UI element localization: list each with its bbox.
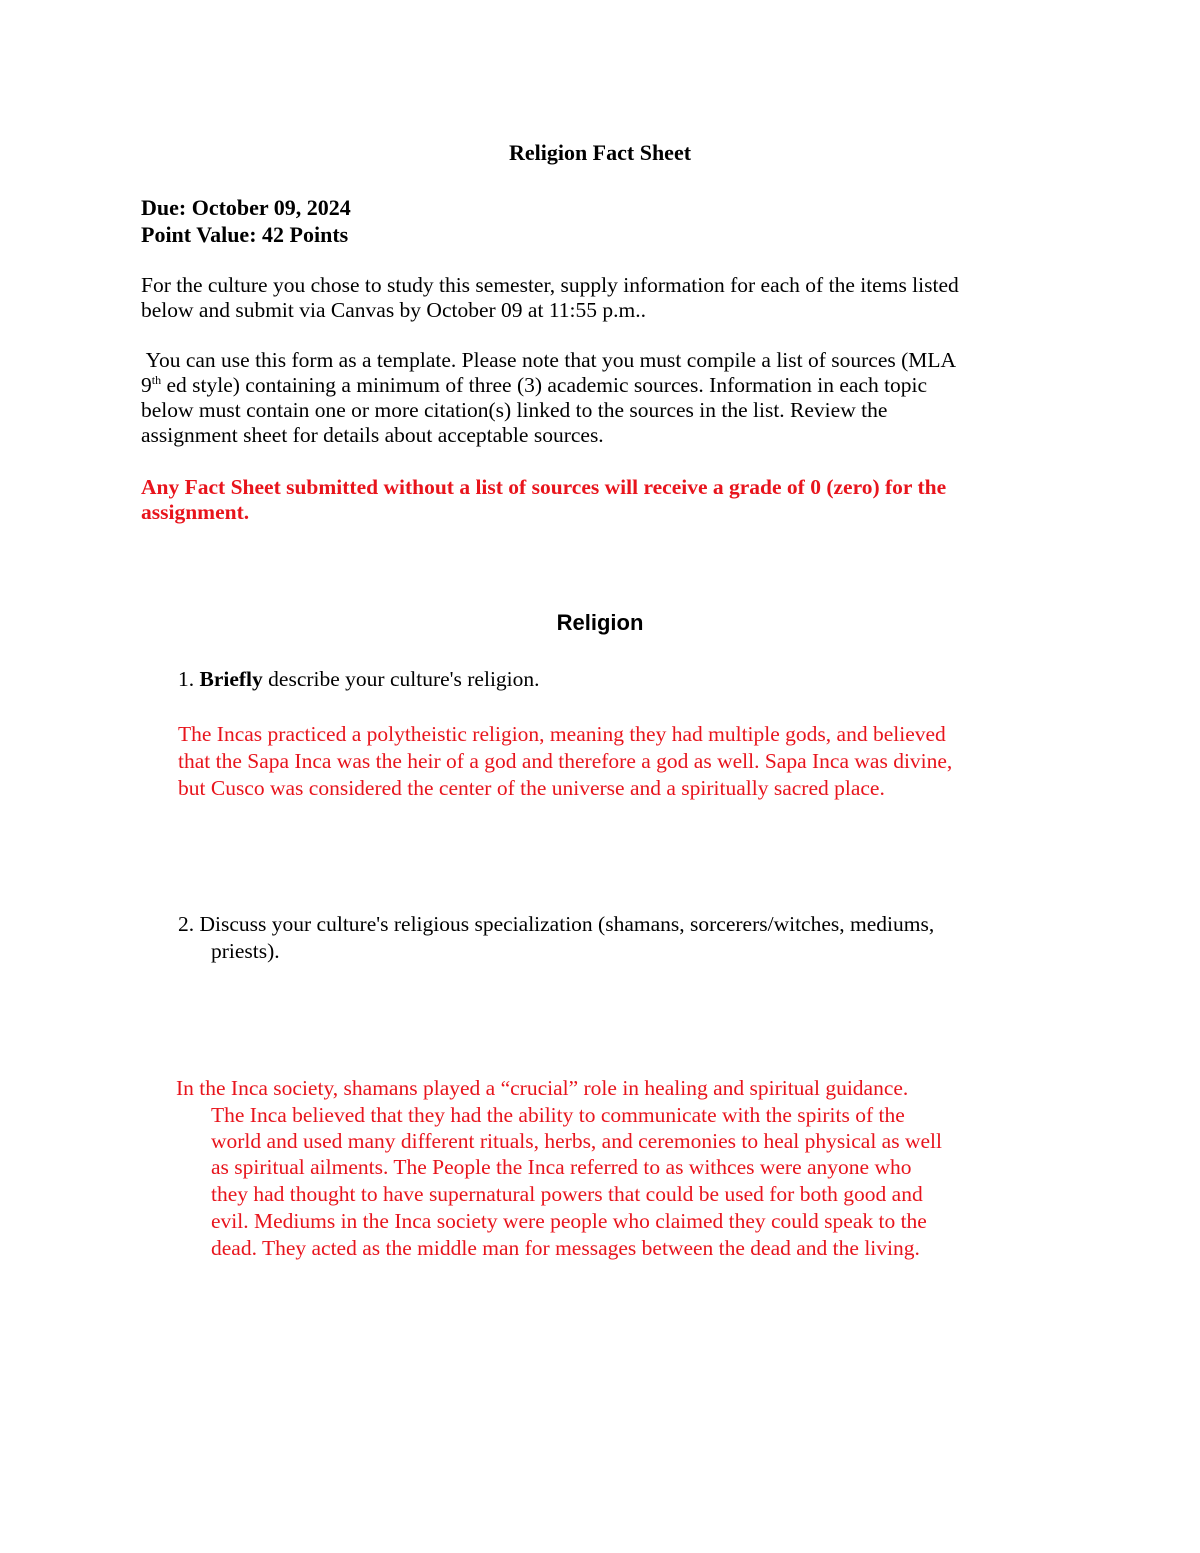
answer-2-line: dead. They acted as the middle man for messages between the dead and the living.: [211, 1236, 920, 1260]
warning-line: assignment.: [141, 500, 250, 524]
template-line: You can use this form as a template. Please note that you must compile a list of sources (MLA: [141, 348, 957, 372]
question-number: 2.: [178, 912, 195, 936]
template-line-post: ed style) containing a minimum of three (3) academic sources. Information in each topic: [161, 373, 928, 397]
question-2-continuation: priests).: [211, 939, 280, 963]
points-label: Point Value:: [141, 222, 257, 247]
template-line-pre: 9: [141, 373, 152, 397]
answer-2-line: The Inca believed that they had the ability to communicate with the spirits of the: [211, 1103, 905, 1127]
point-value: [141, 221, 348, 248]
question-1: [178, 666, 540, 693]
due-label: Due:: [141, 195, 187, 220]
answer-2-line: In the Inca society, shamans played a “crucial” role in healing and spiritual guidance.: [176, 1076, 909, 1100]
template-line: below must contain one or more citation(s) linked to the sources in the list. Review the: [141, 398, 888, 422]
answer-2-line: as spiritual ailments. The People the Inca referred to as withces were anyone who: [211, 1155, 912, 1179]
document-title: Religion Fact Sheet: [508, 140, 692, 165]
template-line: [141, 373, 927, 398]
answer-1-line: that the Sapa Inca was the heir of a god and therefore a god as well. Sapa Inca was divine,: [178, 749, 953, 773]
answer-1-line: but Cusco was considered the center of the universe and a spiritually sacred place.: [178, 776, 885, 800]
question-text: Discuss your culture's religious specialization (shamans, sorcerers/witches, mediums,: [194, 912, 935, 936]
answer-2-line: evil. Mediums in the Inca society were people who claimed they could speak to the: [211, 1209, 927, 1233]
answer-2-line: world and used many different rituals, herbs, and ceremonies to heal physical as well: [211, 1129, 942, 1153]
question-2: [178, 911, 934, 938]
answer-1-line: The Incas practiced a polytheistic religion, meaning they had multiple gods, and believed: [178, 722, 946, 746]
points-value: 42 Points: [262, 222, 349, 247]
section-heading: Religion: [556, 610, 644, 635]
superscript-th: th: [151, 373, 162, 387]
template-line: assignment sheet for details about acceptable sources.: [141, 423, 604, 447]
question-text: describe your culture's religion.: [262, 667, 540, 691]
question-number: 1.: [178, 667, 195, 691]
warning-line: Any Fact Sheet submitted without a list of sources will receive a grade of 0 (zero) for the: [141, 475, 947, 499]
intro-line: For the culture you chose to study this semester, supply information for each of the items listed: [141, 273, 959, 297]
question-bold-word: Briefly: [199, 667, 263, 691]
answer-2-line: they had thought to have supernatural powers that could be used for both good and: [211, 1182, 923, 1206]
due-date: [141, 194, 351, 221]
due-value: October 09, 2024: [191, 195, 351, 220]
intro-line: below and submit via Canvas by October 09 at 11:55 p.m..: [141, 298, 646, 322]
